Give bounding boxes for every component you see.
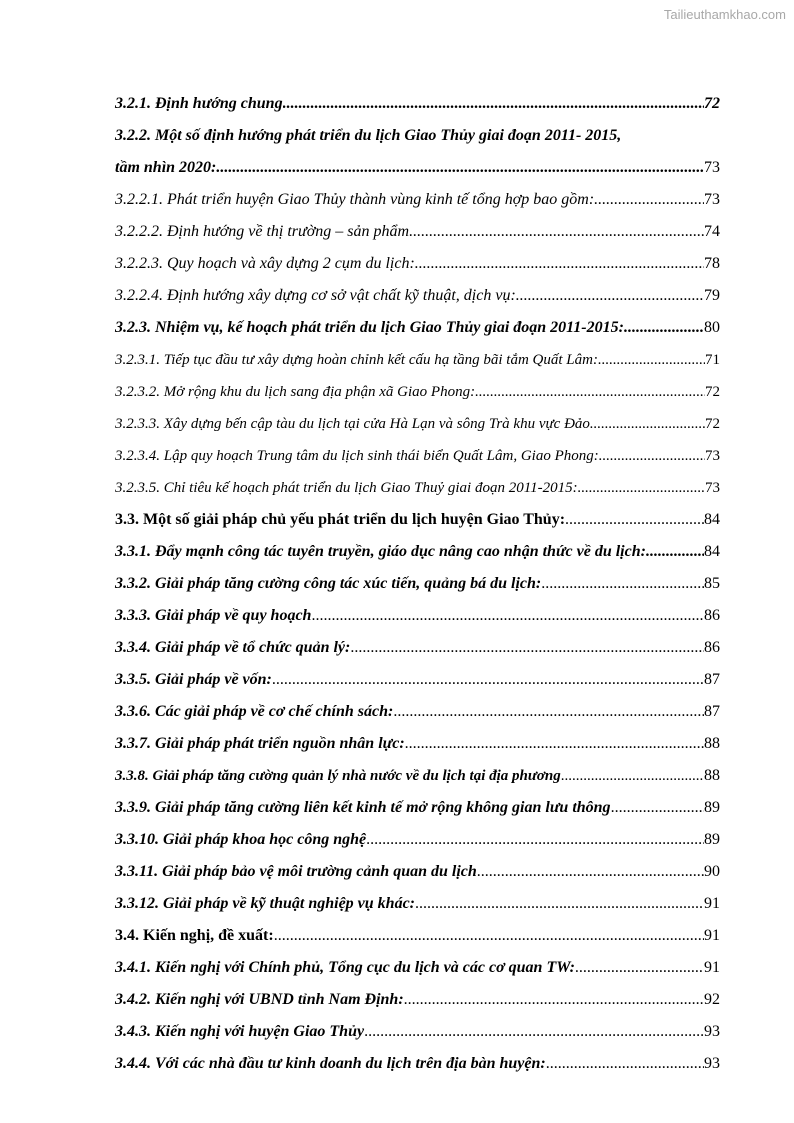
toc-entry[interactable] <box>115 1016 720 1048</box>
toc-entry-title: 3.4.2. Kiến nghị với UBND tỉnh Nam Định: <box>115 991 404 1008</box>
toc-entry[interactable] <box>115 248 720 280</box>
toc-entry[interactable] <box>115 184 720 216</box>
toc-entry-title: 3.3.12. Giải pháp về kỹ thuật nghiệp vụ khác: <box>115 895 416 912</box>
toc-entry[interactable] <box>115 984 720 1016</box>
toc-entry[interactable] <box>115 888 720 920</box>
toc-entry-page: 93 <box>704 1023 720 1040</box>
toc-leader-dots <box>599 440 705 472</box>
toc-leader-dots <box>646 536 704 568</box>
toc-entry[interactable] <box>115 632 720 664</box>
toc-entry[interactable] <box>115 120 720 152</box>
toc-entry-page: 80 <box>704 319 720 336</box>
toc-leader-dots <box>590 408 705 440</box>
toc-entry[interactable] <box>115 728 720 760</box>
toc-entry-title: 3.3.10. Giải pháp khoa học công nghệ <box>115 831 367 848</box>
toc-entry-page: 73 <box>704 159 720 176</box>
toc-entry-title: 3.3. Một số giải pháp chủ yếu phát triển du lịch huyện Giao Thủy: <box>115 511 566 528</box>
toc-entry[interactable] <box>115 152 720 184</box>
toc-entry[interactable] <box>115 664 720 696</box>
toc-entry-title: 3.4.1. Kiến nghị với Chính phủ, Tổng cục du lịch và các cơ quan TW: <box>115 959 575 976</box>
toc-entry[interactable] <box>115 216 720 248</box>
toc-entry-title: 3.2.2.1. Phát triển huyện Giao Thủy thành vùng kinh tế tổng hợp bao gồm: <box>115 191 595 208</box>
toc-entry-title: 3.3.4. Giải pháp về tổ chức quản lý: <box>115 639 351 656</box>
toc-leader-dots <box>272 664 704 696</box>
toc-entry[interactable] <box>115 88 720 120</box>
toc-entry-page: 93 <box>704 1055 720 1072</box>
toc-entry[interactable] <box>115 952 720 984</box>
toc-leader-dots <box>216 152 704 184</box>
toc-entry-page: 71 <box>705 352 720 368</box>
toc-entry-title: tầm nhìn 2020: <box>115 159 217 176</box>
toc-entry[interactable] <box>115 376 720 408</box>
toc-entry-page: 73 <box>705 448 720 464</box>
toc-entry-title: 3.3.3. Giải pháp về quy hoạch <box>115 607 312 624</box>
toc-entry-title: 3.2.3.4. Lập quy hoạch Trung tâm du lịch sinh thái biển Quất Lâm, Giao Phong: <box>115 448 599 464</box>
toc-leader-dots <box>475 376 705 408</box>
toc-entry-title: 3.2.3.5. Chỉ tiêu kế hoạch phát triển du lịch Giao Thuỷ giai đoạn 2011-2015: <box>115 480 578 496</box>
toc-entry-page: 74 <box>704 223 720 240</box>
toc-entry[interactable] <box>115 440 720 472</box>
toc-leader-dots <box>405 728 704 760</box>
toc-leader-dots <box>366 824 704 856</box>
toc-entry[interactable] <box>115 920 720 952</box>
toc-leader-dots <box>415 888 704 920</box>
toc-leader-dots <box>598 344 705 376</box>
toc-entry[interactable] <box>115 408 720 440</box>
toc-entry-page: 89 <box>704 831 720 848</box>
toc-entry-title: 3.3.6. Các giải pháp về cơ chế chính sách: <box>115 703 394 720</box>
toc-entry-page: 85 <box>704 575 720 592</box>
toc-entry[interactable] <box>115 600 720 632</box>
toc-entry-page: 91 <box>704 895 720 912</box>
toc-entry-page: 84 <box>704 543 720 560</box>
toc-entry[interactable] <box>115 536 720 568</box>
toc-entry-title: 3.3.2. Giải pháp tăng cường công tác xúc tiến, quảng bá du lịch: <box>115 575 542 592</box>
toc-leader-dots <box>393 696 704 728</box>
toc-entry[interactable] <box>115 568 720 600</box>
toc-entry-title: 3.3.9. Giải pháp tăng cường liên kết kinh tế mở rộng không gian lưu thông <box>115 799 611 816</box>
toc-entry-page: 73 <box>705 480 720 496</box>
toc-leader-dots <box>516 280 704 312</box>
toc-leader-dots <box>274 920 704 952</box>
toc-entry[interactable] <box>115 504 720 536</box>
table-of-contents <box>115 88 720 1080</box>
toc-entry-title: 3.3.1. Đẩy mạnh công tác tuyên truyền, giáo dục nâng cao nhận thức về du lịch: <box>115 543 646 560</box>
toc-entry[interactable] <box>115 344 720 376</box>
toc-entry-page: 84 <box>704 511 720 528</box>
toc-leader-dots <box>283 88 704 120</box>
toc-entry[interactable] <box>115 312 720 344</box>
toc-entry[interactable] <box>115 472 720 504</box>
toc-entry[interactable] <box>115 792 720 824</box>
toc-entry-title: 3.2.3.1. Tiếp tục đầu tư xây dựng hoàn chỉnh kết cấu hạ tầng bãi tắm Quất Lâm: <box>115 352 598 368</box>
toc-leader-dots <box>611 792 704 824</box>
toc-entry-title: 3.2.3. Nhiệm vụ, kế hoạch phát triển du lịch Giao Thủy giai đoạn 2011-2015: <box>115 319 624 336</box>
toc-entry[interactable] <box>115 824 720 856</box>
toc-leader-dots <box>561 760 704 792</box>
toc-leader-dots <box>350 632 704 664</box>
toc-entry-title: 3.2.3.2. Mở rộng khu du lịch sang địa phận xã Giao Phong: <box>115 384 476 400</box>
toc-leader-dots <box>404 984 704 1016</box>
toc-entry-page: 89 <box>704 799 720 816</box>
toc-entry-title: 3.2.2.3. Quy hoạch và xây dựng 2 cụm du lịch: <box>115 255 415 272</box>
toc-leader-dots <box>415 248 704 280</box>
toc-entry[interactable] <box>115 1048 720 1080</box>
toc-entry-page: 72 <box>705 384 720 400</box>
toc-entry-page: 73 <box>704 191 720 208</box>
toc-leader-dots <box>364 1016 704 1048</box>
toc-entry-page: 72 <box>704 95 720 112</box>
toc-entry-page: 79 <box>704 287 720 304</box>
toc-entry-title: 3.2.2.4. Định hướng xây dựng cơ sở vật chất kỹ thuật, dịch vụ: <box>115 287 516 304</box>
toc-entry[interactable] <box>115 696 720 728</box>
toc-entry-title: 3.2.1. Định hướng chung <box>115 95 283 112</box>
toc-leader-dots <box>624 312 704 344</box>
toc-leader-dots <box>565 504 704 536</box>
toc-leader-dots <box>541 568 704 600</box>
toc-leader-dots <box>409 216 704 248</box>
toc-leader-dots <box>311 600 704 632</box>
toc-entry-title: 3.4.4. Với các nhà đầu tư kinh doanh du lịch trên địa bàn huyện: <box>115 1055 546 1072</box>
toc-entry-page: 78 <box>704 255 720 272</box>
toc-entry-title: 3.2.2. Một số định hướng phát triển du lịch Giao Thủy giai đoạn 2011- 2015, <box>115 127 622 144</box>
toc-leader-dots <box>575 952 704 984</box>
toc-entry-page: 88 <box>704 767 720 784</box>
toc-entry-page: 90 <box>704 863 720 880</box>
toc-entry-page: 91 <box>704 959 720 976</box>
toc-entry[interactable] <box>115 760 720 792</box>
toc-entry-title: 3.4. Kiến nghị, đề xuất: <box>115 927 274 944</box>
toc-leader-dots <box>477 856 704 888</box>
toc-entry-page: 92 <box>704 991 720 1008</box>
toc-entry-page: 88 <box>704 735 720 752</box>
toc-leader-dots <box>546 1048 704 1080</box>
toc-entry-page: 86 <box>704 607 720 624</box>
toc-entry-title: 3.4.3. Kiến nghị với huyện Giao Thủy <box>115 1023 365 1040</box>
toc-leader-dots <box>594 184 704 216</box>
toc-entry[interactable] <box>115 856 720 888</box>
toc-leader-dots <box>578 472 705 504</box>
toc-entry-page: 91 <box>704 927 720 944</box>
toc-entry-title: 3.3.8. Giải pháp tăng cường quản lý nhà nước về du lịch tại địa phương <box>115 768 561 784</box>
toc-entry-title: 3.3.5. Giải pháp về vốn: <box>115 671 272 688</box>
watermark-text: Tailieuthamkhao.com <box>663 7 786 22</box>
toc-entry-title: 3.3.7. Giải pháp phát triển nguồn nhân lực: <box>115 735 405 752</box>
toc-entry-title: 3.2.3.3. Xây dựng bến cập tàu du lịch tại cửa Hà Lạn và sông Trà khu vực Đảo <box>115 416 590 432</box>
toc-entry-title: 3.2.2.2. Định hướng về thị trường – sản phẩm <box>115 223 410 240</box>
toc-entry[interactable] <box>115 280 720 312</box>
toc-entry-page: 86 <box>704 639 720 656</box>
toc-entry-page: 87 <box>704 671 720 688</box>
toc-entry-title: 3.3.11. Giải pháp bảo vệ môi trường cảnh quan du lịch <box>115 863 477 880</box>
toc-entry-page: 72 <box>705 416 720 432</box>
toc-entry-page: 87 <box>704 703 720 720</box>
